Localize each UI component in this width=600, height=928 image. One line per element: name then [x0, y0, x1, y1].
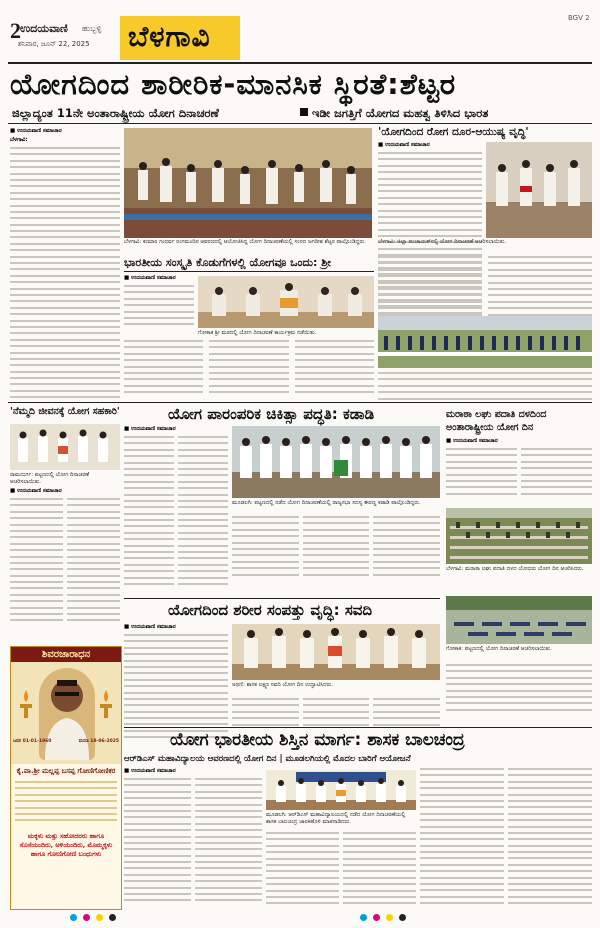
- masthead-rule: [8, 62, 592, 64]
- registration-marks-right: [360, 914, 406, 921]
- middle-story-1-caption: ಗೋಕಾಕ ಶ್ರೀ ಮಠದಲ್ಲಿ ಯೋಗ ದಿನಾಚರಣೆ ಕಾರ್ಯಕ್ರಮ ನಡೆಯಿತು.: [198, 330, 317, 336]
- main-story-text: [10, 128, 120, 403]
- registration-dot: [83, 914, 90, 921]
- portrait-frame: [39, 668, 95, 760]
- section-rule-3: [124, 727, 592, 728]
- left-story-2-caption: ರಾಮದುರ್ಗ: ಪಟ್ಟಣದಲ್ಲಿ ಯೋಗ ದಿನಾಚರಣೆ ಆಚರಿಸಲಾಯಿತು.: [10, 472, 90, 485]
- center-story-3-text-2: [232, 698, 440, 730]
- page-code: BGV 2: [568, 14, 590, 22]
- center-story-2-caption: ಮೂಡಲಗಿ: ಪಟ್ಟಣದಲ್ಲಿ ನಡೆದ ಯೋಗ ದಿನಾಚರಣೆಯಲ್ಲಿ ರಾಜ್ಯಸಭಾ ಸದಸ್ಯ ಈರಣ್ಣ ಕಡಾಡಿ ಪಾಲ್ಗೊಂಡಿದ್ದರು.: [232, 500, 421, 506]
- registration-dot: [386, 914, 393, 921]
- main-caption: ಬೆಳಗಾವಿ: ಕುಮಾರ ಗಂಧರ್ವ ರಂಗಮಂದಿರ ಆವರಣದಲ್ಲಿ ಆಯೋಜಿಸಿದ್ದ ಯೋಗ ದಿನಾಚರಣೆಯಲ್ಲಿ ಸಂಸದ ಜಗದೀಶ ಶೆಟ್ಟರ ಪಾಲ್ಗೊಂಡಿದ್ದರು.: [124, 239, 366, 245]
- main-photo: [124, 128, 372, 238]
- registration-dot: [360, 914, 367, 921]
- obituary-text: [11, 779, 121, 828]
- middle-rule: [124, 271, 374, 272]
- mass-yoga-text: [378, 372, 592, 404]
- registration-dot: [96, 914, 103, 921]
- right-story-1-caption: ಬೆಳಗಾವಿ: ಜಿಲ್ಲಾ ಪಂಚಾಯತ್‌ನಲ್ಲಿ ಯೋಗ ದಿನಾಚರಣೆ ಆಚರಿಸಲಾಯಿತು.: [378, 239, 507, 245]
- bottom-story-headline: ಯೋಗ ಭಾರತೀಯ ಶಿಸ್ತಿನ ಮಾರ್ಗ: ಶಾಸಕ ಬಾಲಚಂದ್ರ: [170, 730, 465, 750]
- subhead-separator: [300, 108, 308, 116]
- obituary-title: ಶಿವರಜಾರಾಧನ: [11, 647, 121, 662]
- main-dateline: ಬೆಳಗಾವಿ:: [10, 137, 28, 143]
- main-subhead-left: ಜಿಲ್ಲಾದ್ಯಂತ 11ನೇ ಅಂತಾರಾಷ್ಟ್ರೀಯ ಯೋಗ ದಿನಾಚರಣೆ: [12, 106, 219, 120]
- registration-marks-left: [70, 914, 116, 921]
- left-story-2-headline: 'ನೆಮ್ಮದಿ ಜೀವನಕ್ಕೆ ಯೋಗ ಸಹಕಾರಿ': [10, 406, 120, 417]
- middle-story-1-text-2: [124, 340, 374, 398]
- paper-name: ಉದಯವಾಣಿ: [20, 22, 68, 35]
- middle-story-1-headline: ಭಾರತೀಯ ಸಂಸ್ಕೃತಿ ಕೊಡುಗೆಗಳಲ್ಲಿ ಯೋಗವೂ ಒಂದು: ಶ್ರೀ: [124, 256, 331, 269]
- right-story-1-headline: 'ಯೋಗದಿಂದ ರೋಗ ದೂರ-ಆಯುಷ್ಯ ವೃದ್ಧಿ': [378, 126, 529, 138]
- bottom-story-photo: [266, 770, 416, 810]
- obituary-name: ಕೈ.ವಾ.ಶ್ರೀ ಮಲ್ಲಪ್ಪ ಬಸಪ್ಪ ಗೋಣಿಗೋಣಿಕರ: [16, 767, 116, 775]
- bottom-story-subhead: ಆರ್‌ಡಿಎಸ್ ಮಹಾವಿದ್ಯಾಲಯ ಆವರಣದಲ್ಲಿ ಯೋಗ ದಿನ | ಮೂಡಲಗಿಯಲ್ಲಿ ಮೊದಲ ಬಾರಿಗೆ ಆಯೋಜನೆ: [124, 754, 411, 764]
- section-title: ಬೆಳಗಾವಿ: [128, 20, 211, 53]
- section-rule-2: [124, 598, 440, 599]
- right-story-3-photo: [446, 596, 592, 644]
- main-byline: ■ ಉದಯವಾಣಿ ಸಮಾಚಾರ: [10, 128, 62, 134]
- edition-tag: ಹುಬ್ಬಳ್ಳಿ: [82, 24, 102, 33]
- center-story-2-headline: ಯೋಗ ಪಾರಂಪರಿಕ ಚಿಕಿತ್ಸಾ ಪದ್ಧತಿ: ಕಡಾಡಿ: [168, 405, 375, 423]
- center-story-3-text: ■ ಉದಯವಾಣಿ ಸಮಾಚಾರ: [124, 624, 228, 743]
- right-story-1-photo: [486, 142, 592, 238]
- main-headline: ಯೋಗದಿಂದ ಶಾರೀರಿಕ-ಮಾನಸಿಕ ಸ್ಥಿರತೆ:ಶೆಟ್ಟರ: [10, 67, 457, 101]
- center-story-3-photo: [232, 624, 440, 680]
- middle-story-1-text: ■ ಉದಯವಾಣಿ ಸಮಾಚಾರ: [124, 275, 194, 330]
- left-story-2-photo: [10, 424, 120, 470]
- center-story-3-caption: ಅಥಣಿ: ಶಾಸಕ ಲಕ್ಷ್ಮಣ ಸವದಿ ಯೋಗ ದಿನ ಉದ್ಘಾಟಿಸಿದರು.: [232, 682, 334, 688]
- date-line: ಶನಿವಾರ, ಜೂನ್ 22, 2025: [18, 40, 90, 48]
- obituary-died: ಮರಣ 18-06-2025: [78, 739, 119, 744]
- right-story-1-text: ■ ಉದಯವಾಣಿ ಸಮಾಚಾರ: [378, 142, 482, 331]
- lamp-icon-left: [15, 690, 37, 720]
- right-story-2-caption: ಬೆಳಗಾವಿ: ಮರಾಠಾ ಲಘು ಪದಾತಿ ದಳದ ಯೋಧರು ಯೋಗ ದಿನ ಆಚರಿಸಿದರು.: [446, 566, 584, 572]
- center-story-3-headline: ಯೋಗದಿಂದ ಶರೀರ ಸಂಪತ್ತು ವೃದ್ಧಿ: ಸವದಿ: [168, 601, 373, 619]
- middle-story-1-photo: [198, 276, 374, 328]
- obituary-ad: [10, 646, 122, 910]
- right-story-2-text: ■ ಉದಯವಾಣಿ ಸಮಾಚಾರ: [446, 438, 592, 499]
- center-story-2-text: ■ ಉದಯವಾಣಿ ಸಮಾಚಾರ: [124, 426, 228, 589]
- bottom-story-caption: ಮೂಡಲಗಿ: ಆರ್‌ಡಿಎಸ್ ಮಹಾವಿದ್ಯಾಲಯದಲ್ಲಿ ನಡೆದ ಯೋಗ ದಿನಾಚರಣೆಯಲ್ಲಿ ಶಾಸಕ ಬಾಲಚಂದ್ರ ಜಾರಕಿಹೊಳಿ ಮಾತನಾಡಿದರು.: [266, 812, 406, 825]
- right-story-3-text: [446, 664, 592, 715]
- center-story-2-text-2: [232, 516, 440, 580]
- portrait-icon: [39, 668, 95, 760]
- bottom-story-text-2: [266, 832, 416, 909]
- obituary-family: ಮಕ್ಕಳು ಮತ್ತು ಸಹೋದರರು ಹಾಗೂ ಸೊಸೆಯಂದಿರು, ಅಳಿಯಂದಿರು, ಮೊಮ್ಮಕ್ಕಳು ಹಾಗೂ ಗೋಣಿಗೋಣಿ ಬಂಧುಗಳು: [19, 831, 113, 858]
- registration-dot: [399, 914, 406, 921]
- right-story-2-headline: ಮರಾಠಾ ಲಘು ಪದಾತಿ ದಳದಿಂದ ಅಂತಾರಾಷ್ಟ್ರೀಯ ಯೋಗ ದಿನ: [446, 409, 547, 433]
- registration-dot: [109, 914, 116, 921]
- text-lines: [10, 147, 120, 398]
- bottom-story-text-3: [420, 768, 592, 909]
- center-story-2-photo: [232, 426, 440, 498]
- obituary-born: ಜನನ 01-01-1960: [13, 739, 52, 744]
- right-story-2-photo: [446, 508, 592, 564]
- obituary-portrait-area: [11, 662, 121, 764]
- lamp-icon-right: [95, 690, 117, 720]
- mass-yoga-photo: [378, 316, 592, 368]
- main-subhead-right: ಇಡೀ ಜಗತ್ತಿಗೆ ಯೋಗದ ಮಹತ್ವ ತಿಳಿಸಿದ ಭಾರತ: [312, 106, 489, 120]
- bottom-story-text: ■ ಉದಯವಾಣಿ ಸಮಾಚಾರ: [124, 768, 262, 906]
- page-number: 2: [10, 18, 21, 43]
- registration-dot: [373, 914, 380, 921]
- right-story-3-caption: ಗೋಕಾಕ: ಪಟ್ಟಣದಲ್ಲಿ ಯೋಗ ದಿನಾಚರಣೆ ಆಚರಿಸಲಾಯಿತು.: [446, 646, 552, 652]
- section-rule-1: [8, 402, 592, 403]
- left-story-2-text: ■ ಉದಯವಾಣಿ ಸಮಾಚಾರ: [10, 488, 120, 626]
- registration-dot: [70, 914, 77, 921]
- headline-rule: [8, 123, 592, 124]
